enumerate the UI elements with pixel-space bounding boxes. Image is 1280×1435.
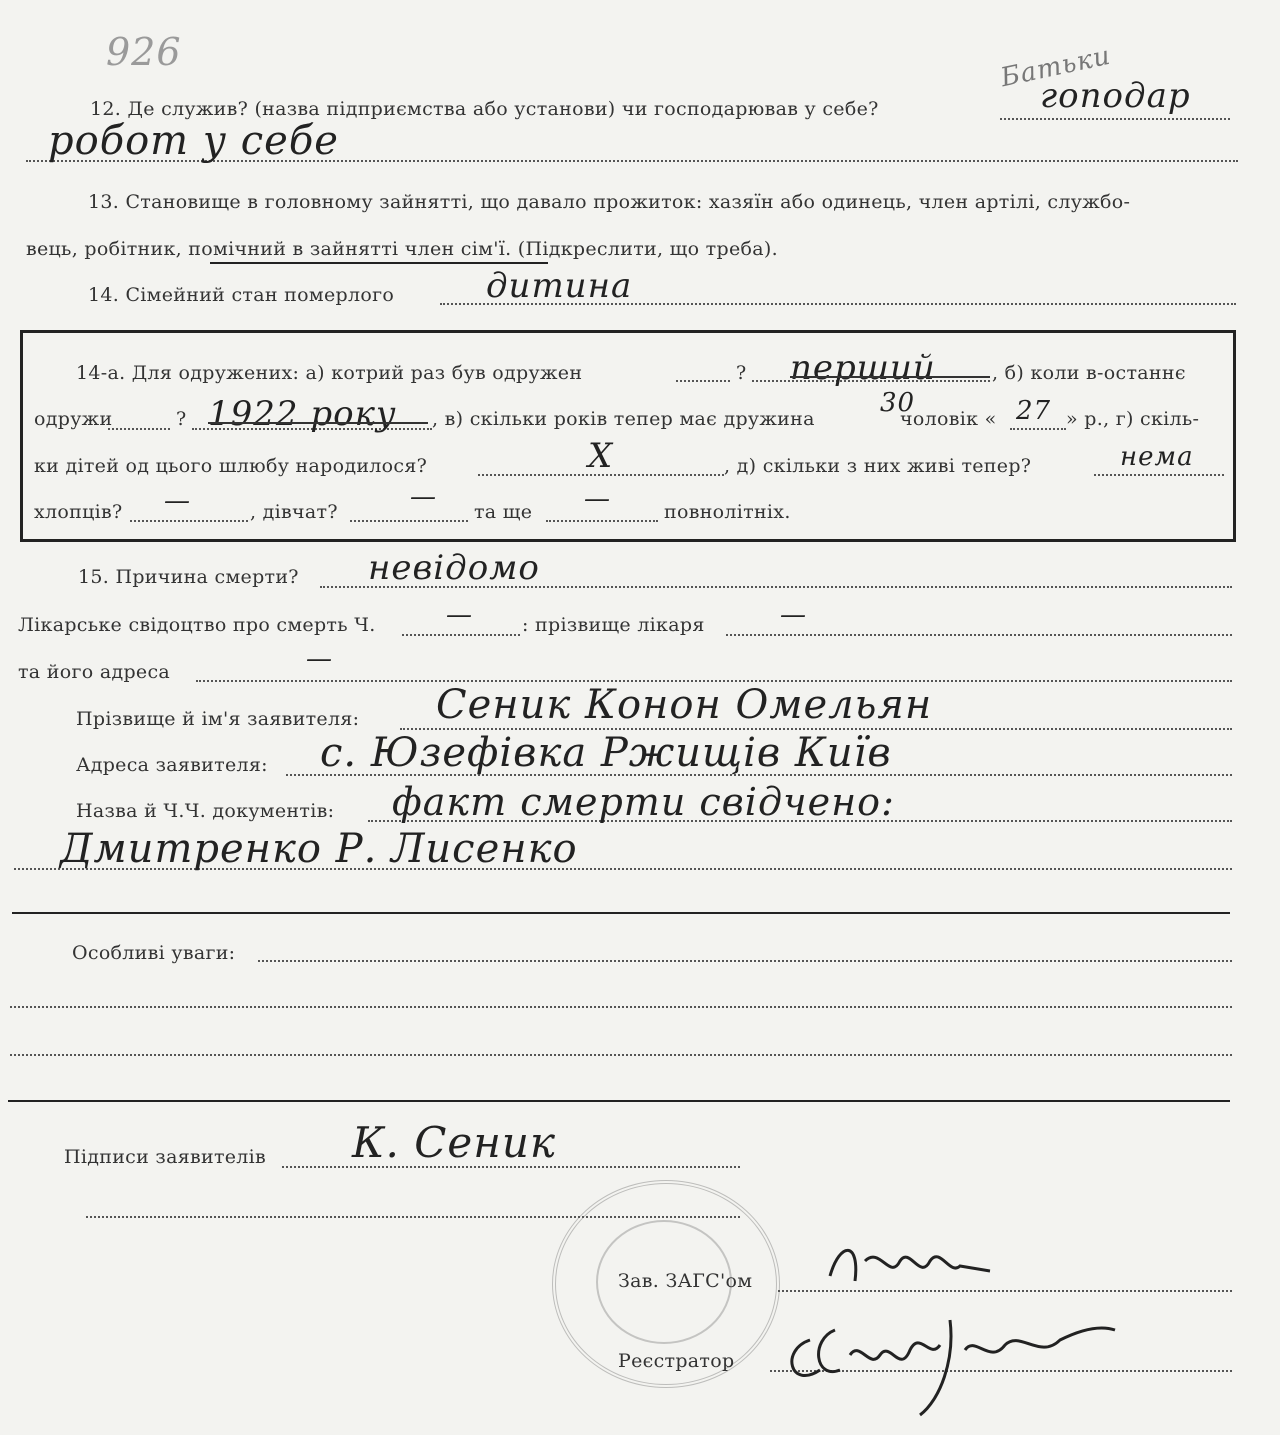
q15-doctor-answer: — (780, 600, 807, 630)
q14a-line1-b: , б) коли в-останнє (992, 362, 1186, 384)
q14a-answer-wife: 30 (880, 388, 916, 418)
q14a-answer-husband: 27 (1016, 396, 1052, 426)
q14a-answer-a: перший (790, 348, 936, 388)
signatures-label: Підписи заявителів (64, 1146, 267, 1168)
q14a-line4-dots3 (546, 520, 658, 522)
q13-line2: вець, робітник, помічний в зайнятті член сім'ї. (Підкреслити, що треба). (26, 238, 778, 260)
q14a-line3-dots2 (1094, 474, 1224, 476)
q12-label: 12. Де служив? (назва підприємства або установи) чи господарював у себе? (90, 98, 879, 120)
section-divider-1 (12, 912, 1230, 914)
applicant-address: с. Юзефівка Ржищів Київ (320, 730, 892, 776)
notes-line-1 (258, 960, 1232, 962)
q14a-answer-girls: — (410, 482, 437, 512)
q14a-line2-dots3 (1010, 428, 1066, 430)
q14a-line3-b: , д) скільки з них живі тепер? (724, 455, 1032, 477)
q14a-answer-more: — (584, 484, 611, 514)
q14-label: 14. Сімейний стан померлого (88, 284, 395, 306)
q14a-line2-d: » р., г) скіль- (1066, 408, 1200, 430)
q15-cert-line (402, 634, 520, 636)
q12-answer2: робот у себе (48, 118, 339, 164)
q15-address-answer: — (306, 644, 333, 674)
q15-cert-answer: — (446, 600, 473, 630)
head-signature (820, 1236, 1000, 1296)
q14a-line4-a: хлопців? (34, 501, 123, 523)
q14a-answer-g: Х (588, 436, 614, 476)
applicant-docs-label: Назва й Ч.Ч. документів: (76, 800, 335, 822)
q14a-line1-dots1 (676, 380, 730, 382)
q14a-line2-b: , в) скільки років тепер має дружина (432, 408, 815, 430)
applicant-docs-line2: Дмитренко Р. Лисенко (60, 826, 578, 872)
q14a-line4-dots1 (130, 520, 248, 522)
q15-label: 15. Причина смерти? (78, 566, 299, 588)
q14a-line1-q: ? (736, 362, 747, 384)
margin-note: 926 (106, 30, 182, 74)
q13-underline (210, 262, 548, 264)
registrar-signature (780, 1300, 1120, 1420)
q14a-line2-q: ? (176, 408, 187, 430)
q14a-answer-a-strike (790, 376, 990, 378)
q14a-line2-a: одружи (34, 408, 113, 430)
q14-answer: дитина (486, 266, 633, 306)
q13-line1: 13. Становище в головному зайнятті, що давало прожиток: хазяїн або одинець, член артілі, службо- (88, 191, 1131, 213)
applicant-signature: К. Сеник (352, 1118, 556, 1167)
q15-doctor-label: : прізвище лікаря (522, 614, 705, 636)
q14a-answer-b: 1922 року (208, 394, 397, 434)
q14a-answer-d: нема (1120, 442, 1194, 472)
q15-answer: невідомо (368, 548, 540, 588)
q14a-line3-a: ки дітей од цього шлюбу народилося? (34, 455, 428, 477)
q15-doctor-line (726, 634, 1232, 636)
q14a-answer-boys: — (164, 486, 191, 516)
q14a-line1-a: 14-а. Для одружених: а) котрий раз був одружен (76, 362, 583, 384)
registrar-label: Реєстратор (618, 1350, 735, 1372)
q14a-line2-c: чоловік « (900, 408, 997, 430)
applicant-docs-line1: факт смерти свідчено: (392, 780, 895, 824)
corner-note: Батьки (998, 40, 1114, 94)
q14a-line4-d: повнолітніх. (664, 501, 791, 523)
q14a-line2-dots1 (108, 428, 170, 430)
applicant-address-label: Адреса заявителя: (76, 754, 268, 776)
q15-cert-label: Лікарське свідоцтво про смерть Ч. (18, 614, 376, 636)
q14a-line4-b: , дівчат? (250, 501, 338, 523)
applicant-name-label: Прізвище й ім'я заявителя: (76, 708, 360, 730)
q15-address-label: та його адреса (18, 661, 171, 683)
q14a-answer-b-strike (208, 422, 428, 424)
q12-line (1000, 118, 1230, 120)
applicant-name: Сеник Конон Омельян (436, 682, 933, 728)
q12-answer1: гоподар (1040, 76, 1191, 116)
notes-line-2 (10, 1006, 1232, 1008)
q14a-line4-dots2 (350, 520, 468, 522)
q14a-line4-c: та ще (474, 501, 533, 523)
head-label: Зав. ЗАГС'ом (618, 1270, 753, 1292)
notes-label: Особливі уваги: (72, 942, 236, 964)
notes-line-3 (10, 1054, 1232, 1056)
section-divider-2 (8, 1100, 1230, 1102)
